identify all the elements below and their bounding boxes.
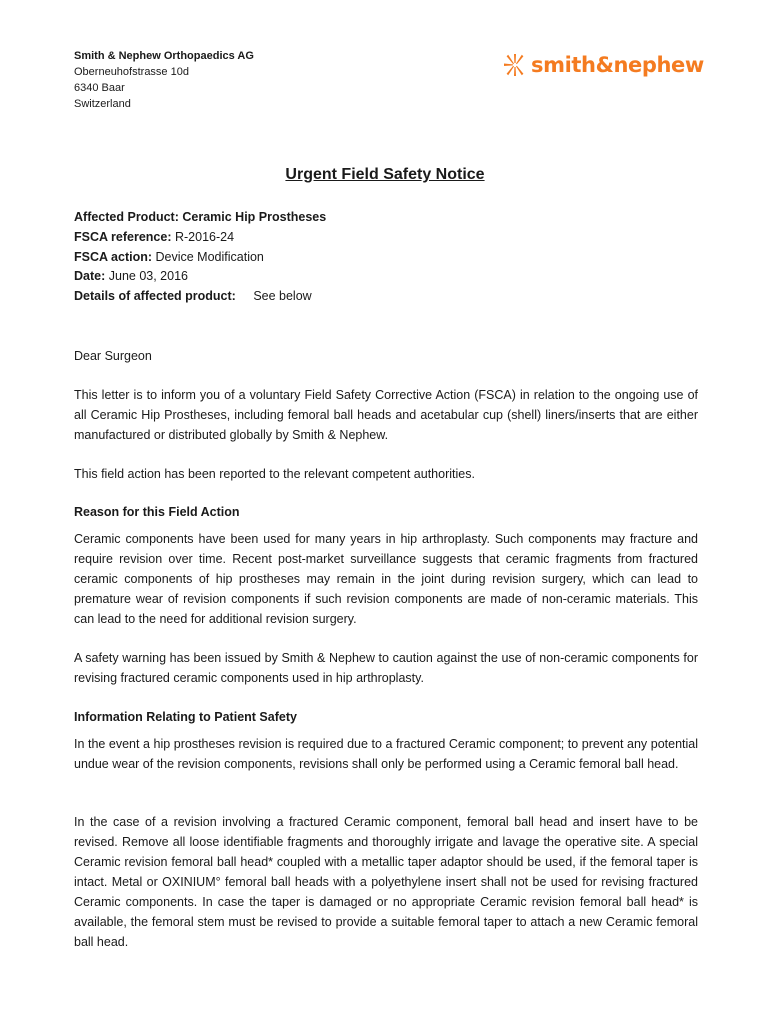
reason-paragraph-1: Ceramic components have been used for many years in hip arthroplasty. Such components may fracture and require revision over time. Recent post-market surveillance suggests that ceramic fragments from fractured ceramic components of hip prostheses may remain in the joint during revision surgery, which can lead to premature wear of revision components if such revision components are made of non-ceramic materials. This can lead to the need for additional revision surgery. bbox=[74, 532, 698, 626]
details-row bbox=[74, 287, 326, 307]
fsca-reference-row bbox=[74, 228, 326, 248]
company-logo bbox=[503, 48, 704, 82]
sender-country: Switzerland bbox=[74, 98, 131, 110]
salutation: Dear Surgeon bbox=[74, 349, 152, 363]
details-value: See below bbox=[253, 289, 312, 304]
intro-paragraph: This letter is to inform you of a voluntary Field Safety Corrective Action (FSCA) in relation to the ongoing use of all Ceramic Hip Prostheses, including femoral ball heads and acetabular cup (shell) liners/inserts that are either manufactured or distributed globally by Smith & Nephew. bbox=[74, 388, 698, 442]
date-row bbox=[74, 267, 326, 287]
affected-product-value: Ceramic Hip Prostheses bbox=[182, 210, 327, 224]
patient-safety-heading: Information Relating to Patient Safety bbox=[74, 710, 297, 724]
reported-paragraph: This field action has been reported to the relevant competent authorities. bbox=[74, 467, 475, 481]
fsca-action-value: Device Modification bbox=[155, 249, 264, 264]
fsca-reference-value: R-2016-24 bbox=[174, 229, 235, 244]
patient-safety-paragraph-1: In the event a hip prostheses revision is required due to a fractured Ceramic component; to prevent any potential undue wear of the revision components, revisions shall only be performed using a Ceramic femoral ball head. bbox=[74, 737, 698, 771]
sender-street: Oberneuhofstrasse 10d bbox=[74, 66, 189, 78]
logo-wordmark: smith&nephew bbox=[531, 53, 704, 77]
document-title: Urgent Field Safety Notice bbox=[285, 166, 485, 183]
affected-product-row bbox=[74, 208, 326, 228]
fsca-action-label: FSCA action: bbox=[74, 249, 153, 264]
sender-company: Smith & Nephew Orthopaedics AG bbox=[74, 50, 254, 62]
fsca-reference-label: FSCA reference: bbox=[74, 229, 172, 244]
details-label: Details of affected product: bbox=[74, 289, 236, 304]
sender-city: 6340 Baar bbox=[74, 82, 125, 94]
date-label: Date: bbox=[74, 269, 106, 284]
fsca-action-row bbox=[74, 248, 326, 268]
notice-metadata bbox=[74, 208, 326, 307]
star-burst-icon bbox=[503, 53, 527, 77]
reason-heading: Reason for this Field Action bbox=[74, 505, 240, 519]
patient-safety-paragraph-2: In the case of a revision involving a fractured Ceramic component, femoral ball head and insert have to be revised. Remove all loose identifiable fragments and thoroughly irrigate and lavage the operative site. A special Ceramic revision femoral ball head* coupled with a metallic taper adaptor should be used, if the femoral taper is intact. Metal or OXINIUM° femoral ball heads with a polyethylene insert shall not be used for revising fractured Ceramic components. In case the taper is damaged or no appropriate Ceramic revision femoral ball head* is available, the femoral stem must be revised to provide a suitable femoral taper to attach a new Ceramic femoral ball head. bbox=[74, 815, 698, 949]
sender-address bbox=[74, 48, 254, 112]
affected-product-label: Affected Product: bbox=[74, 210, 179, 224]
date-value: June 03, 2016 bbox=[108, 269, 188, 284]
reason-paragraph-2: A safety warning has been issued by Smith & Nephew to caution against the use of non-ceramic components for revising fractured ceramic components used in hip arthroplasty. bbox=[74, 651, 698, 685]
